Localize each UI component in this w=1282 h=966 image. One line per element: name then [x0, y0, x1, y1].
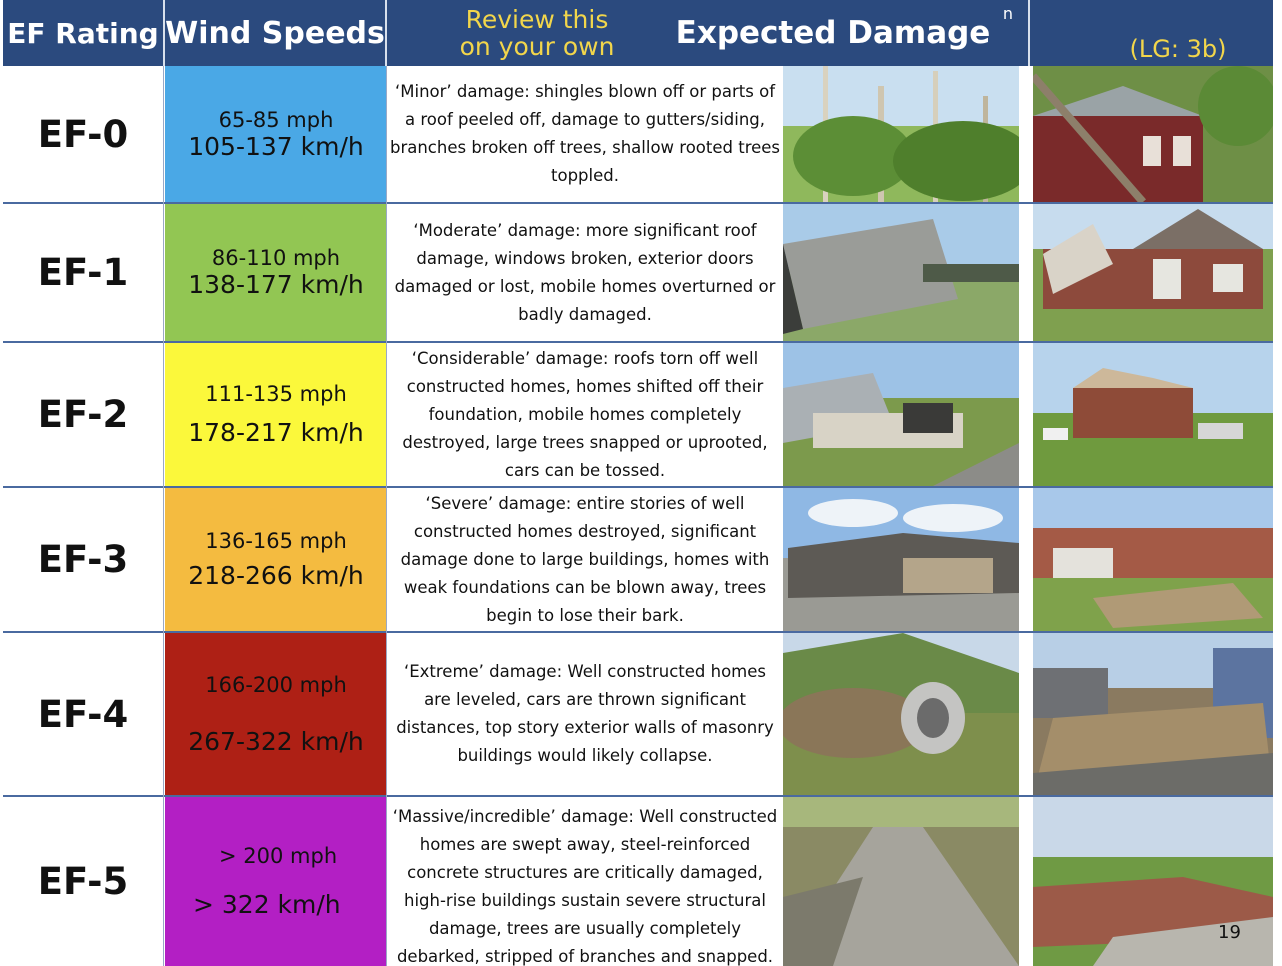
wind-speed-cell [165, 488, 387, 631]
wind-mph: > 200 mph [219, 844, 338, 868]
wind-mph: 166-200 mph [205, 672, 347, 697]
damage-description: ‘Moderate’ damage: more significant roof damage, windows broken, exterior doors damaged or lost, mobile homes overturned or badly damaged. [394, 220, 776, 324]
damage-description: ‘Massive/incredible’ damage: Well constructed homes are swept away, steel-reinforced concrete structures are critically damaged, high-rise buildings sustain severe structural damage, trees are usually completely debarked, stripped of branches and snapped. [392, 807, 778, 966]
header-footnote-mark: n [1002, 4, 1014, 23]
header-wind-speeds: Wind Speeds [165, 15, 385, 51]
wind-speed-cell [165, 797, 387, 966]
table-row [3, 204, 1273, 343]
wind-mph: 86-110 mph [211, 246, 341, 270]
column-divider [386, 66, 387, 966]
wind-speed-cell [165, 633, 387, 795]
column-divider [163, 66, 164, 966]
damage-description: ‘Considerable’ damage: roofs torn off well constructed homes, homes shifted off their foundation, mobile homes completely destroyed, large trees snapped or uprooted, cars can be tossed. [402, 348, 768, 480]
wind-mph: 65-85 mph [218, 107, 334, 132]
wind-speed-cell [165, 66, 387, 202]
ef-rating-label: EF-1 [37, 251, 129, 294]
damaged-large-building-photo [783, 488, 1019, 631]
damage-description: ‘Severe’ damage: entire stories of well constructed homes destroyed, significant damage done to large buildings, homes with weak foundations can be blown away, trees begin to lose their bark. [400, 493, 770, 625]
roofless-house-photo [1033, 343, 1273, 486]
wind-speed-cell [165, 343, 387, 486]
wind-kmh: 218-266 km/h [188, 561, 364, 590]
wind-kmh: 178-217 km/h [188, 418, 364, 447]
header-review-note [387, 0, 687, 66]
snapped-trees-photo [783, 66, 1019, 202]
damage-description: ‘Extreme’ damage: Well constructed homes are leveled, cars are thrown significant distances, top story exterior walls of masonry buildings would likely collapse. [396, 662, 774, 765]
review-line-1: Review this [465, 5, 609, 34]
header-learning-goal: (LG: 3b) [1129, 35, 1227, 63]
review-line-2: on your own [459, 32, 615, 61]
wind-mph: 136-165 mph [205, 529, 347, 553]
ef-rating-label: EF-5 [37, 860, 129, 903]
table-row [3, 633, 1273, 797]
ef-rating-label: EF-4 [37, 692, 129, 736]
ef-rating-label: EF-2 [37, 393, 129, 436]
destroyed-mobile-home-photo [783, 343, 1019, 486]
ef-rating-label: EF-3 [37, 538, 129, 581]
wind-kmh: > 322 km/h [193, 890, 341, 919]
table-row [3, 488, 1273, 633]
overturned-mobile-home-photo [783, 204, 1019, 341]
header-ef-rating: EF Rating [7, 16, 159, 50]
wind-speed-cell [165, 204, 387, 341]
header-expected-damage: Expected Damage [675, 15, 991, 51]
swept-away-road-photo [783, 797, 1019, 966]
thrown-car-photo [783, 633, 1019, 795]
damaged-brick-house-photo [1033, 204, 1273, 341]
damage-description: ‘Minor’ damage: shingles blown off or parts of a roof peeled off, damage to gutters/siding, branches broken off trees, shallow rooted trees toppled. [389, 82, 781, 185]
table-row [3, 66, 1273, 204]
ef-rating-label: EF-0 [37, 112, 129, 156]
wind-mph: 111-135 mph [205, 382, 347, 406]
wind-kmh: 105-137 km/h [188, 131, 364, 161]
collapsed-buildings-photo [1033, 633, 1273, 795]
destroyed-home-debris-photo [1033, 488, 1273, 631]
header-divider [1028, 0, 1030, 66]
table-row [3, 797, 1273, 966]
wind-kmh: 138-177 km/h [188, 270, 364, 299]
table-row [3, 343, 1273, 488]
wind-kmh: 267-322 km/h [188, 726, 364, 756]
barn-tree-photo [1033, 66, 1273, 202]
page-number: 19 [1218, 922, 1241, 943]
table-header [3, 0, 1273, 66]
